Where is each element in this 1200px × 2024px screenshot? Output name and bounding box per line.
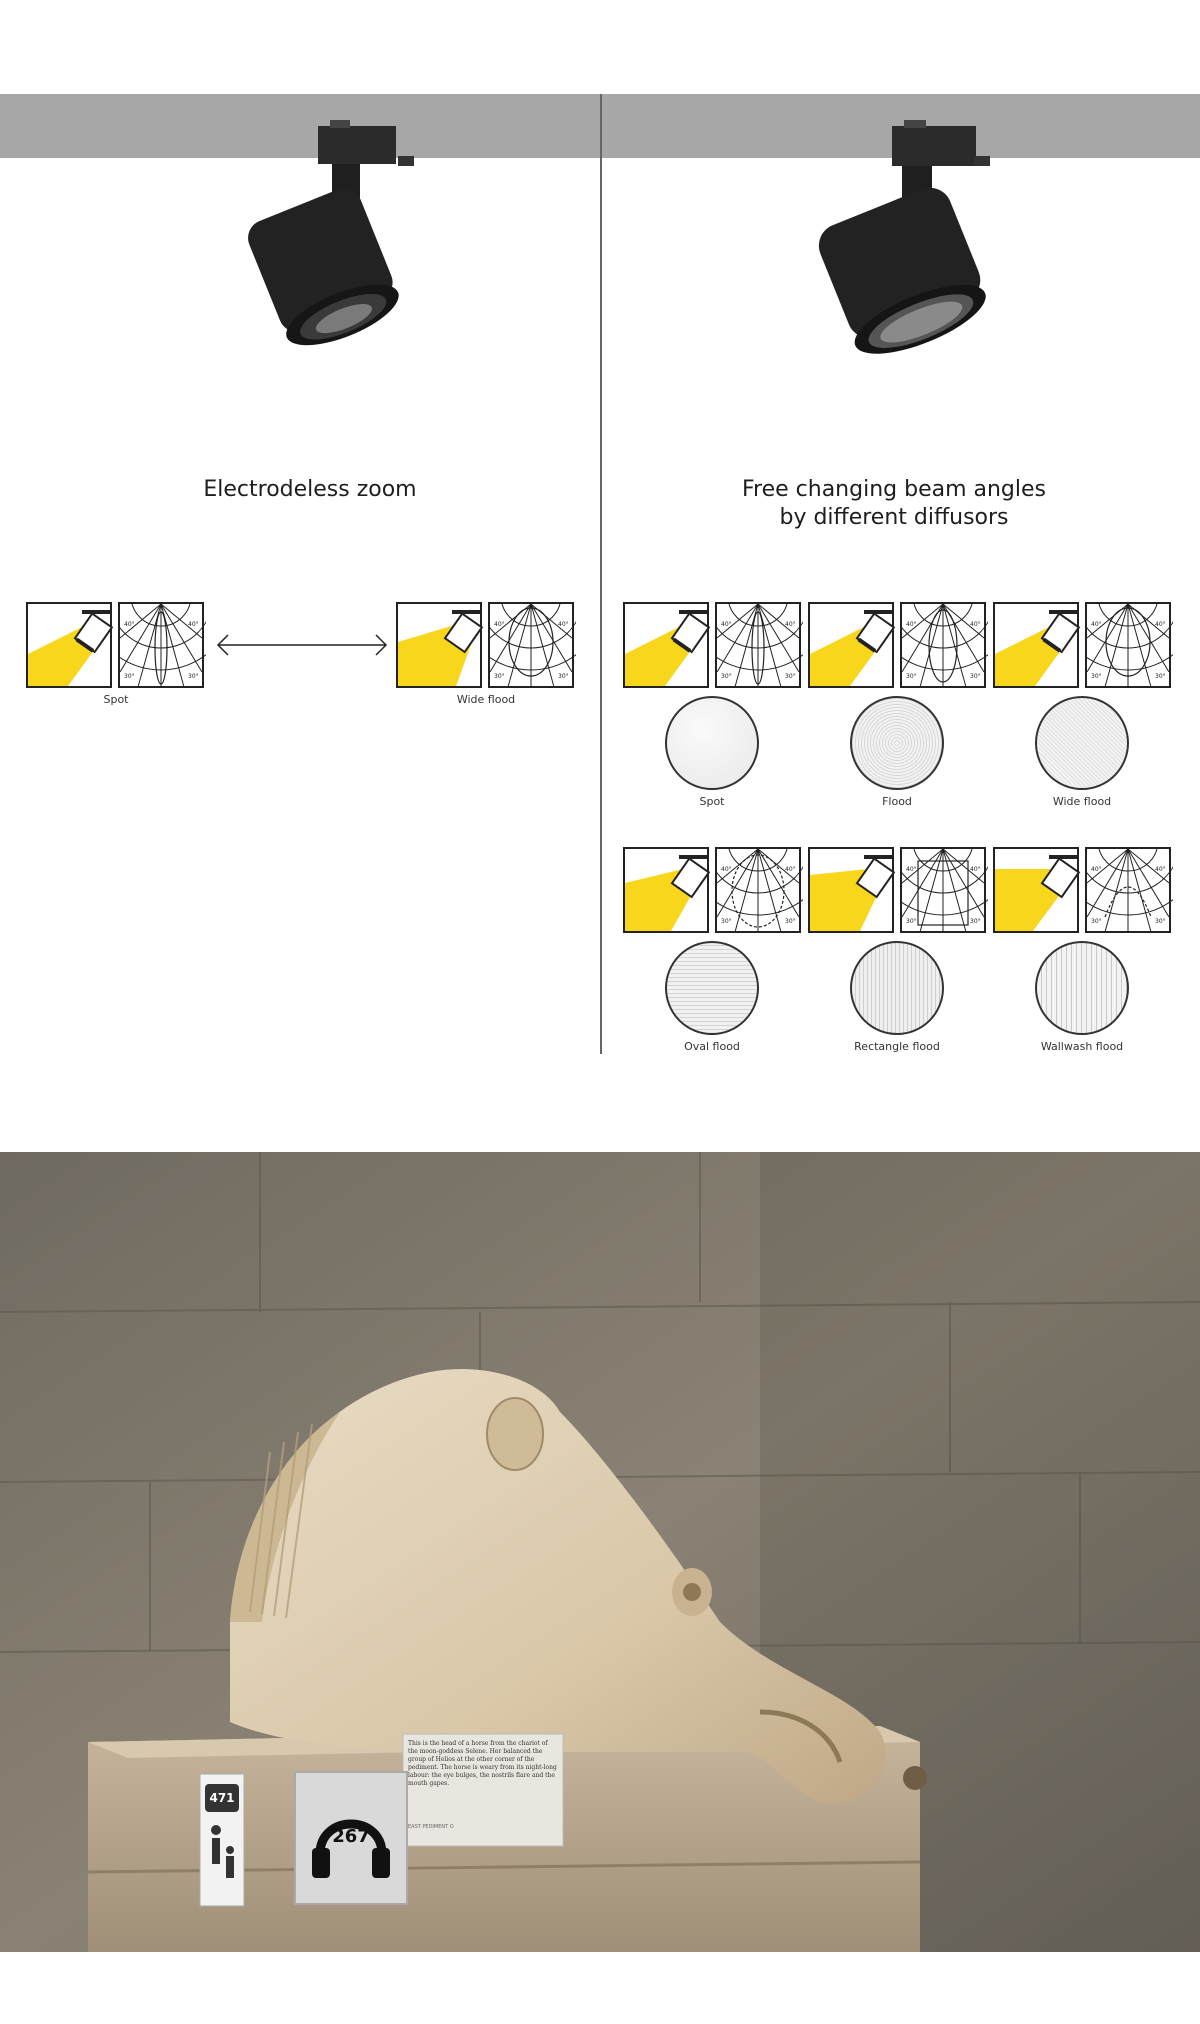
polar-diagram-icon [118, 602, 206, 690]
beam-wide-icon [396, 602, 484, 690]
beam-wallwash-icon [993, 847, 1081, 935]
diffusor-disc-flood [850, 696, 944, 790]
horse-head-sculpture-image [0, 1152, 1200, 1952]
caption-flood-diffusor: Flood [882, 795, 912, 808]
polar-diagram-icon [900, 847, 988, 935]
polar-diagram-icon [715, 602, 803, 690]
double-arrow-icon [214, 630, 390, 660]
diffusor-disc-oval-flood [665, 941, 759, 1035]
beam-wide-flood-icon [993, 602, 1081, 690]
diffusor-disc-rectangle-flood [850, 941, 944, 1035]
museum-label-footnote: EAST PEDIMENT O [408, 1824, 454, 1830]
gallery-badge-number: 471 [205, 1784, 239, 1812]
beam-oval-icon [623, 847, 711, 935]
polar-diagram-icon [488, 602, 576, 690]
caption-oval-flood: Oval flood [684, 1040, 740, 1053]
caption-wallwash-flood: Wallwash flood [1040, 1040, 1124, 1053]
track-spotlight-diffusor-icon [800, 120, 1000, 380]
polar-diagram-icon [900, 602, 988, 690]
museum-label-text: This is the head of a horse from the chariot of the moon-goddess Selene. Her balanced the group of Helios at the other corner of the pediment. The horse is weary from its night-long labour: the eye bulges, the nostrils flare and the mouth gapes. [408, 1740, 557, 1787]
right-heading-line2: by different diffusors [779, 505, 1009, 530]
polar-diagram-icon [715, 847, 803, 935]
caption-spot: Spot [103, 693, 129, 706]
diffusor-disc-spot [665, 696, 759, 790]
track-spotlight-zoom-icon [220, 120, 420, 370]
right-heading-line1: Free changing beam angles [741, 477, 1047, 502]
beam-spot-icon [26, 602, 114, 690]
audio-guide-number: 267 [332, 1826, 370, 1847]
beam-rectangle-icon [808, 847, 896, 935]
person-icon [206, 1820, 240, 1890]
caption-spot-diffusor: Spot [699, 795, 725, 808]
beam-spot-icon [623, 602, 711, 690]
polar-diagram-icon [1085, 602, 1173, 690]
polar-diagram-icon [1085, 847, 1173, 935]
panel-divider [600, 94, 602, 1054]
left-heading: Electrodeless zoom [203, 477, 417, 502]
diffusor-disc-wallwash-flood [1035, 941, 1129, 1035]
caption-rectangle-flood: Rectangle flood [854, 1040, 940, 1053]
museum-photo [0, 1152, 1200, 1952]
caption-wide-flood: Wide flood [456, 693, 516, 706]
caption-wide-flood-diffusor: Wide flood [1052, 795, 1112, 808]
diffusor-disc-wide-flood [1035, 696, 1129, 790]
beam-flood-icon [808, 602, 896, 690]
